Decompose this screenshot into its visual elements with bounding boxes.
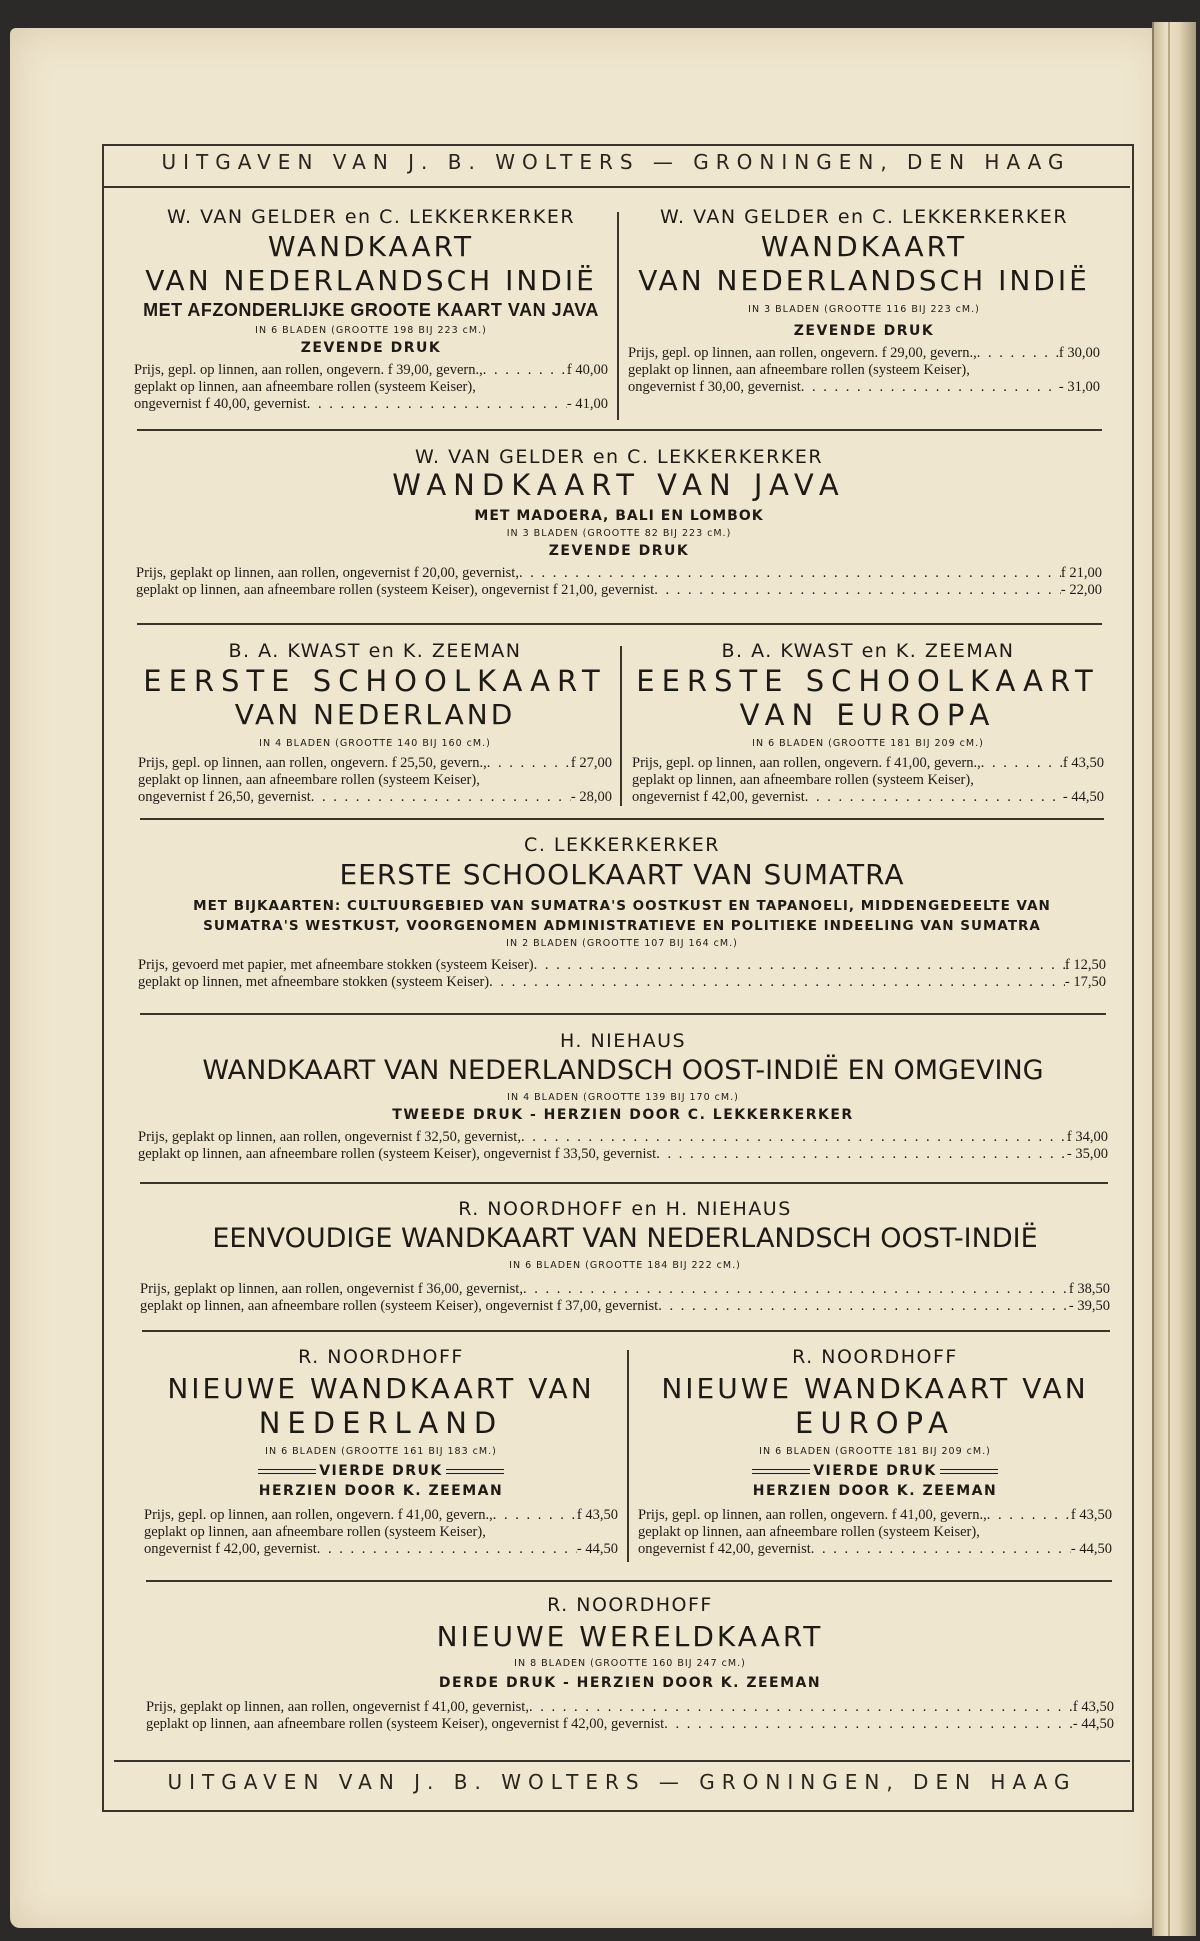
listing-prices xyxy=(136,565,1102,599)
listing-edition: VIERDE DRUK xyxy=(638,1463,1112,1479)
listing-prices xyxy=(628,345,1100,396)
price-row: ongevernist f 30,00, gevernist . . . - 31,00 xyxy=(628,379,1100,396)
listing-author: W. VAN GELDER en C. LEKKERKERKER xyxy=(166,206,576,228)
listing-size: IN 6 BLADEN (GROOTTE 181 BIJ 209 cM.) xyxy=(759,1446,991,1457)
price-row: Prijs, gepl. op linnen, aan rollen, ongevern. f 39,00, gevern., . . . f 40,00 xyxy=(134,362,608,379)
listing-subtitle-line: MET BIJKAARTEN: CULTUURGEBIED VAN SUMATRA'S OOSTKUST EN TAPANOELI, MIDDENGEDEELTE VAN xyxy=(193,898,1051,914)
listing-prices xyxy=(638,1507,1112,1558)
footer-rule xyxy=(114,1760,1130,1762)
listing-size: IN 8 BLADEN (GROOTTE 160 BIJ 247 cM.) xyxy=(514,1658,746,1669)
price-row: geplakt op linnen, aan afneembare rollen (systeem Keiser), xyxy=(628,362,970,378)
price-row: Prijs, geplakt op linnen, aan rollen, ongevernist f 32,50, gevernist, . . . f 34,00 xyxy=(138,1129,1108,1146)
listing-wandkaart-ni-3 xyxy=(628,206,1100,396)
section-rule xyxy=(140,1013,1106,1015)
listing-title-line: NIEUWE WANDKAART VAN xyxy=(167,1372,595,1405)
price-row: Prijs, geplakt op linnen, aan rollen, ongevernist f 36,00, gevernist, . . . f 38,50 xyxy=(140,1281,1110,1298)
listing-size: IN 6 BLADEN (GROOTTE 184 BIJ 222 cM.) xyxy=(509,1260,741,1271)
price-row: ongevernist f 42,00, gevernist . . . - 44,50 xyxy=(638,1541,1112,1558)
listing-author: C. LEKKERKERKER xyxy=(524,834,720,856)
listing-title-line: WANDKAART VAN JAVA xyxy=(392,468,846,502)
listing-size: IN 6 BLADEN (GROOTTE 198 BIJ 223 cM.) xyxy=(255,325,487,336)
listing-title-line: EENVOUDIGE WANDKAART VAN NEDERLANDSCH OOST-INDIË xyxy=(212,1223,1038,1254)
price-row: Prijs, gevoerd met papier, met afneembare stokken (systeem Keiser) . . . f 12,50 xyxy=(138,957,1106,974)
price-row: Prijs, gepl. op linnen, aan rollen, ongevern. f 41,00, gevern., . . . f 43,50 xyxy=(144,1507,618,1524)
listing-wandkaart-ni-6 xyxy=(134,206,608,413)
price-row: geplakt op linnen, met afneembare stokken (systeem Keiser) . . . - 17,50 xyxy=(138,974,1106,991)
price-row: geplakt op linnen, aan afneembare rollen (systeem Keiser), ongevernist f 33,50, gevernist . . . - 35,00 xyxy=(138,1146,1108,1163)
listing-author: R. NOORDHOFF xyxy=(792,1346,958,1368)
section-rule xyxy=(137,429,1102,431)
price-row: ongevernist f 26,50, gevernist . . . - 28,00 xyxy=(138,789,612,806)
listing-size: IN 6 BLADEN (GROOTTE 161 BIJ 183 cM.) xyxy=(265,1446,497,1457)
listing-nieuwe-wandkaart-europa xyxy=(638,1346,1112,1558)
listing-title-line: EERSTE SCHOOLKAART xyxy=(636,664,1100,698)
listing-prices xyxy=(138,755,612,806)
listing-title-line: VAN EUROPA xyxy=(739,698,997,732)
listing-edition: ZEVENDE DRUK xyxy=(548,543,690,559)
listing-title-line: VAN NEDERLAND xyxy=(234,698,516,731)
listing-edition: ZEVENDE DRUK xyxy=(793,323,935,339)
section-rule xyxy=(140,818,1104,820)
column-divider xyxy=(620,646,622,806)
section-rule xyxy=(140,1182,1108,1184)
price-row: Prijs, gepl. op linnen, aan rollen, ongevern. f 41,00, gevern., . . . f 43,50 xyxy=(632,755,1104,772)
listing-schoolkaart-nederland xyxy=(138,640,612,806)
section-rule xyxy=(146,1580,1112,1582)
price-row: Prijs, geplakt op linnen, aan rollen, ongevernist f 41,00, gevernist, . . . f 43,50 xyxy=(146,1699,1114,1716)
publisher-footer: UITGAVEN VAN J. B. WOLTERS — GRONINGEN, DEN HAAG xyxy=(167,1770,1077,1794)
listing-subtitle: MET MADOERA, BALI EN LOMBOK xyxy=(474,508,764,524)
price-row: ongevernist f 42,00, gevernist . . . - 44,50 xyxy=(144,1541,618,1558)
listing-author: B. A. KWAST en K. ZEEMAN xyxy=(228,640,522,662)
listing-title-line: NIEUWE WANDKAART VAN xyxy=(661,1372,1089,1405)
listing-author: W. VAN GELDER en C. LEKKERKERKER xyxy=(659,206,1069,228)
book-spine-edge xyxy=(1152,22,1196,1936)
listing-reviser: HERZIEN DOOR K. ZEEMAN xyxy=(258,1483,504,1499)
double-rule xyxy=(940,1469,998,1474)
double-rule xyxy=(752,1469,810,1474)
listing-size: IN 3 BLADEN (GROOTTE 82 BIJ 223 cM.) xyxy=(506,528,732,539)
listing-title-line: NEDERLAND xyxy=(258,1406,504,1440)
listing-title-line: VAN NEDERLANDSCH INDIË xyxy=(638,264,1090,297)
listing-edition: DERDE DRUK - HERZIEN DOOR K. ZEEMAN xyxy=(438,1675,822,1691)
listing-title-line: EUROPA xyxy=(795,1406,955,1440)
listing-wandkaart-java xyxy=(136,446,1102,599)
listing-author: R. NOORDHOFF xyxy=(547,1594,713,1616)
spine-crease xyxy=(1168,22,1170,1936)
listing-subtitle: MET AFZONDERLIJKE GROOTE KAART VAN JAVA xyxy=(143,300,599,320)
listing-prices xyxy=(144,1507,618,1558)
price-row: geplakt op linnen, aan afneembare rollen (systeem Keiser), ongevernist f 42,00, gevernist . . . - 44,50 xyxy=(146,1716,1114,1733)
listing-edition: ZEVENDE DRUK xyxy=(300,340,442,356)
listing-subtitle-line: SUMATRA'S WESTKUST, VOORGENOMEN ADMINISTRATIEVE EN POLITIEKE INDEELING VAN SUMATRA xyxy=(203,918,1041,934)
listing-author: B. A. KWAST en K. ZEEMAN xyxy=(721,640,1015,662)
listing-size: IN 4 BLADEN (GROOTTE 140 BIJ 160 cM.) xyxy=(259,738,491,749)
listing-title-line: EERSTE SCHOOLKAART VAN SUMATRA xyxy=(339,858,905,891)
section-rule xyxy=(137,623,1102,625)
column-divider xyxy=(617,212,619,420)
double-rule xyxy=(258,1469,316,1474)
listing-prices xyxy=(140,1281,1110,1315)
price-row: geplakt op linnen, aan afneembare rollen (systeem Keiser), xyxy=(144,1524,486,1540)
double-rule xyxy=(446,1469,504,1474)
listing-size: IN 6 BLADEN (GROOTTE 181 BIJ 209 cM.) xyxy=(752,738,984,749)
price-row: Prijs, gepl. op linnen, aan rollen, ongevern. f 25,50, gevern., . . . f 27,00 xyxy=(138,755,612,772)
price-row: geplakt op linnen, aan afneembare rollen (systeem Keiser), xyxy=(638,1524,980,1540)
listing-title-line: NIEUWE WERELDKAART xyxy=(436,1620,824,1653)
listing-edition: TWEEDE DRUK - HERZIEN DOOR C. LEKKERKERKER xyxy=(392,1107,854,1123)
listing-schoolkaart-europa xyxy=(632,640,1104,806)
listing-prices xyxy=(138,1129,1108,1163)
listing-nieuwe-wereldkaart xyxy=(146,1594,1114,1733)
price-row: Prijs, gepl. op linnen, aan rollen, ongevern. f 29,00, gevern., . . . f 30,00 xyxy=(628,345,1100,362)
price-row: ongevernist f 40,00, gevernist . . . - 41,00 xyxy=(134,396,608,413)
listing-author: R. NOORDHOFF en H. NIEHAUS xyxy=(458,1198,792,1220)
listing-edition: VIERDE DRUK xyxy=(144,1463,618,1479)
listing-reviser: HERZIEN DOOR K. ZEEMAN xyxy=(752,1483,998,1499)
section-rule xyxy=(142,1330,1110,1332)
listing-eenvoudige-wandkaart xyxy=(140,1198,1110,1315)
price-row: geplakt op linnen, aan afneembare rollen (systeem Keiser), ongevernist f 37,00, gevernist . . . - 39,50 xyxy=(140,1298,1110,1315)
listing-title-line: WANDKAART xyxy=(760,230,968,263)
listing-nieuwe-wandkaart-nederland xyxy=(144,1346,618,1558)
price-row: geplakt op linnen, aan afneembare rollen (systeem Keiser), xyxy=(632,772,974,788)
header-rule xyxy=(104,186,1130,188)
price-row: Prijs, gepl. op linnen, aan rollen, ongevern. f 41,00, gevern., . . . f 43,50 xyxy=(638,1507,1112,1524)
listing-wandkaart-oost-indie xyxy=(138,1030,1108,1163)
listing-title-line: WANDKAART VAN NEDERLANDSCH OOST-INDIË EN OMGEVING xyxy=(202,1055,1044,1086)
listing-author: W. VAN GELDER en C. LEKKERKERKER xyxy=(414,446,824,468)
listing-title-line: WANDKAART xyxy=(267,230,475,263)
column-divider xyxy=(627,1350,629,1562)
price-row: Prijs, geplakt op linnen, aan rollen, ongevernist f 20,00, gevernist, . . . f 21,00 xyxy=(136,565,1102,582)
price-row: geplakt op linnen, aan afneembare rollen (systeem Keiser), xyxy=(134,379,476,395)
listing-author: H. NIEHAUS xyxy=(559,1030,687,1052)
listing-prices xyxy=(134,362,608,413)
listing-title-line: VAN NEDERLANDSCH INDIË xyxy=(145,264,597,297)
listing-prices xyxy=(138,957,1106,991)
listing-author: R. NOORDHOFF xyxy=(298,1346,464,1368)
listing-title-line: EERSTE SCHOOLKAART xyxy=(143,664,607,698)
listing-schoolkaart-sumatra xyxy=(138,834,1106,991)
publisher-header: UITGAVEN VAN J. B. WOLTERS — GRONINGEN, DEN HAAG xyxy=(161,150,1071,174)
listing-size: IN 3 BLADEN (GROOTTE 116 BIJ 223 cM.) xyxy=(748,304,980,315)
listing-size: IN 2 BLADEN (GROOTTE 107 BIJ 164 cM.) xyxy=(506,938,738,949)
listing-prices xyxy=(632,755,1104,806)
listing-prices xyxy=(146,1699,1114,1733)
listing-size: IN 4 BLADEN (GROOTTE 139 BIJ 170 cM.) xyxy=(507,1092,739,1103)
price-row: ongevernist f 42,00, gevernist . . . - 44,50 xyxy=(632,789,1104,806)
price-row: geplakt op linnen, aan afneembare rollen (systeem Keiser), xyxy=(138,772,480,788)
price-row: geplakt op linnen, aan afneembare rollen (systeem Keiser), ongevernist f 21,00, gevernist . . . - 22,00 xyxy=(136,582,1102,599)
